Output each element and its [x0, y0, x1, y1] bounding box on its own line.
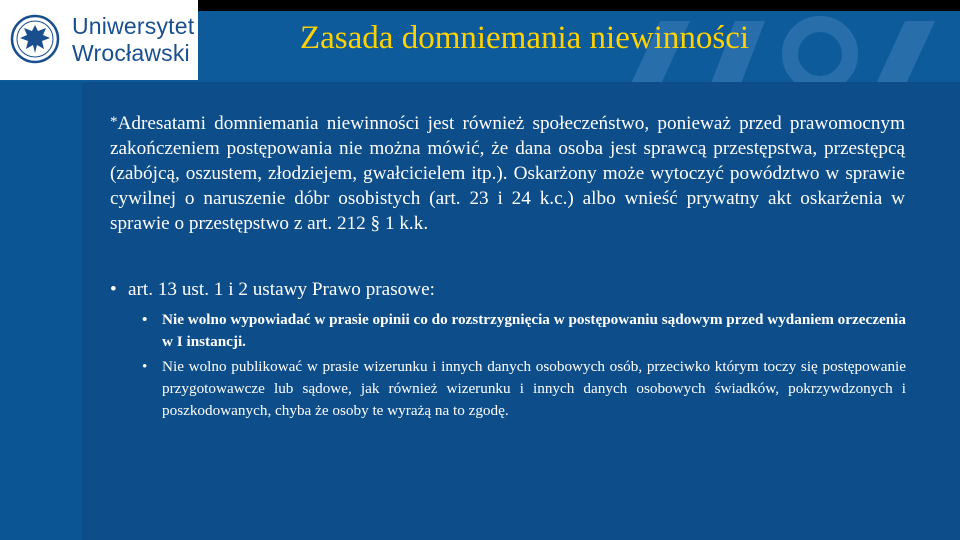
main-paragraph: [110, 110, 905, 236]
sub-bullet-list: [140, 309, 906, 422]
paragraph-text: Adresatami domniemania niewinności jest również społeczeństwo, ponieważ przed prawomocnym zakończeniem postępowania nie można mówić, że dana osoba jest sprawcą przestępstwa, przestępcą (zabójcą, oszustem, złodziejem, gwałcicielem itp.). Oskarżony może wytoczyć powództwo w sprawie cywilnej o naruszenie dóbr osobistych (art. 23 i 24 k.c.) albo wnieść prywatny akt oskarżenia w sprawie o przestępstwo z art. 212 § 1 k.k.: [110, 113, 905, 234]
logo-line-1: Uniwersytet: [72, 13, 195, 39]
bullet-item: [110, 277, 905, 302]
paragraph-marker: *: [110, 114, 118, 130]
logo-wordmark: [72, 13, 194, 67]
bullet-dot-icon: •: [110, 279, 117, 300]
sub-bullet-dot-icon: •: [142, 358, 148, 375]
sub-bullet-dot-icon: •: [142, 311, 148, 328]
left-strip: [0, 82, 82, 540]
eagle-emblem-icon: [10, 11, 60, 67]
slide-title: Zasada domniemania niewinności: [300, 20, 750, 56]
header-black-strip: [198, 0, 960, 11]
university-logo: [0, 0, 198, 80]
sub-bullet-item-2: [140, 356, 906, 422]
logo-line-2: Wrocławski: [72, 40, 190, 66]
bullet-text: art. 13 ust. 1 i 2 ustawy Prawo prasowe:: [128, 279, 435, 300]
sub-bullet-text-2: Nie wolno publikować w prasie wizerunku i innych danych osobowych osób, przeciwko którym toczy się postępowanie przygotowawcze lub sądowe, jak również wizerunku i innych danych osobowych świadków, pokrzywdzonych i poszkodowanych, chyba że osoby te wyrażą na to zgodę.: [162, 358, 906, 419]
sub-bullet-item-1: [140, 309, 906, 353]
sub-bullet-text-1: Nie wolno wypowiadać w prasie opinii co do rozstrzygnięcia w postępowaniu sądowym przed wydaniem orzeczenia w I instancji.: [162, 311, 906, 350]
